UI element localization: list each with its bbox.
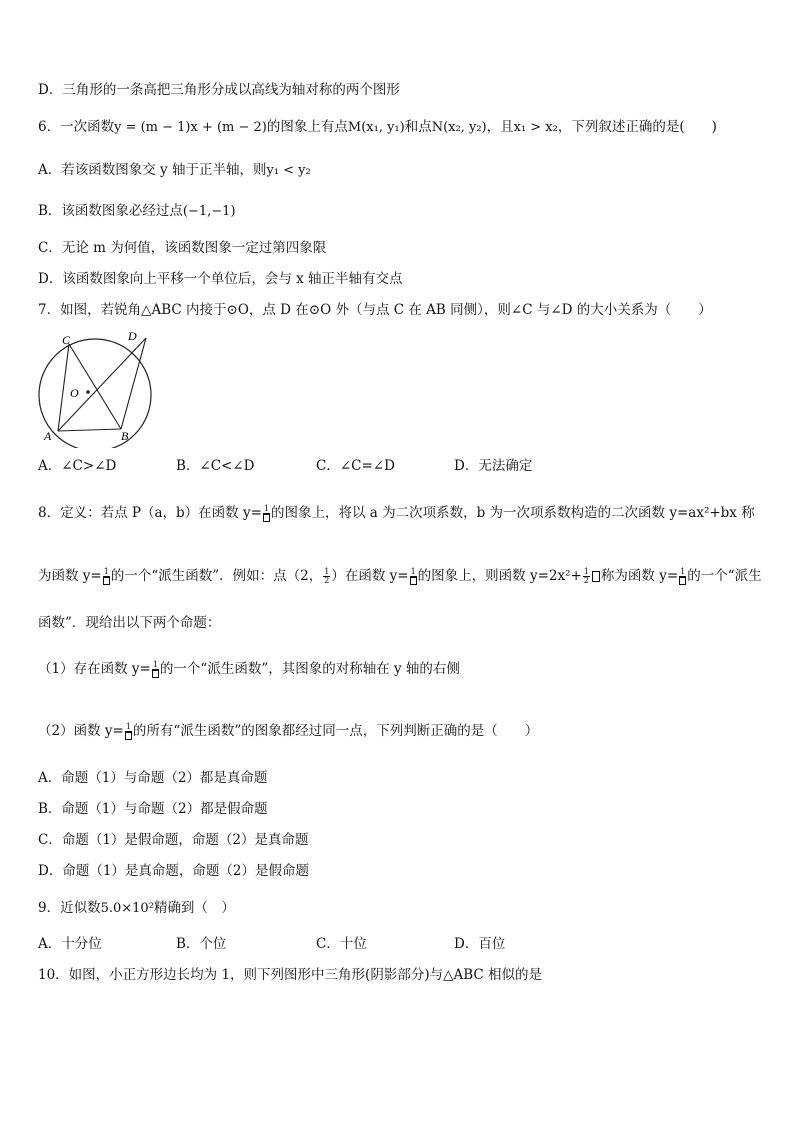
- q8-option-d-text: D．命题（1）是真命题，命题（2）是假命题: [38, 863, 310, 879]
- q8-text-2a: 为函数 y=: [38, 568, 102, 584]
- q8-p2-text-b: 的所有“派生函数”的图象都经过同一点，下列判断正确的是（ ）: [132, 723, 539, 739]
- q6-prefix: 6．一次函数: [38, 119, 115, 135]
- circle-triangle-figure: [36, 330, 152, 448]
- q6-option-a-math: y₁ < y₂: [266, 163, 311, 178]
- q8-proposition-1: [38, 659, 460, 679]
- q6-mid3: ，且: [486, 119, 514, 135]
- fraction-one-over-x: 1: [152, 661, 159, 678]
- q6-option-c: [38, 238, 326, 258]
- segment-ac: [58, 344, 69, 431]
- q6-mid2: 和点: [404, 119, 432, 135]
- circle-o: [39, 339, 151, 448]
- fraction-one-over-x: 1: [103, 568, 110, 585]
- option-d-text: D．三角形的一条高把三角形分成以高线为轴对称的两个图形: [38, 82, 400, 98]
- q7-option-d: D．无法确定: [454, 458, 533, 474]
- q6-point-n: N(x₂, y₂): [431, 120, 487, 135]
- question-10: [38, 965, 542, 985]
- q7-option-c: C．∠C=∠D: [316, 458, 395, 474]
- q8-option-b: [38, 799, 268, 819]
- fraction-one-over-x: 1: [125, 723, 132, 740]
- q6-condition: x₁ > x₂: [513, 120, 558, 135]
- q6-suffix: ，下列叙述正确的是( ): [557, 119, 717, 135]
- q6-option-c-text: C．无论 m 为何值，该函数图象一定过第四象限: [38, 240, 327, 256]
- fraction-one-over-x: 1: [679, 568, 686, 585]
- fraction-one-over-x: 1: [410, 568, 417, 585]
- q8-proposition-2: [38, 721, 538, 741]
- q8-option-d: [38, 861, 309, 881]
- fraction-one-half: $\frac{1}{2}$: [324, 567, 330, 585]
- q9-text-b: 精确到（ ）: [153, 900, 235, 916]
- question-7: [38, 300, 712, 320]
- q8-p1-text-b: 的一个“派生函数”，其图象的对称轴在 y 轴的右侧: [159, 661, 460, 677]
- q8-p1-text-a: （1）存在函数 y=: [38, 661, 151, 677]
- q6-option-a-text: A．若该函数图象交 y 轴于正半轴，则: [38, 162, 267, 178]
- q8-text-2c: ）在函数 y=: [331, 568, 409, 584]
- placeholder-box: [592, 571, 600, 582]
- option-line-d-q5: [38, 80, 400, 100]
- q9-option-a: A．十分位: [38, 936, 102, 952]
- center-point: [86, 390, 90, 394]
- q8-option-a-text: A．命题（1）与命题（2）都是真命题: [38, 770, 268, 786]
- segment-ab: [58, 429, 121, 431]
- q9-option-b: B．个位: [176, 936, 227, 952]
- q9-text-a: 9．近似数: [38, 900, 101, 916]
- question-8-line-2: [38, 566, 762, 586]
- question-6: [38, 117, 717, 138]
- fraction-one-half: $\frac{1}{2}$: [583, 567, 589, 585]
- q8-option-b-text: B．命题（1）与命题（2）都是假命题: [38, 801, 268, 817]
- label-c: C: [62, 333, 71, 347]
- q7-option-b: B．∠C<∠D: [176, 458, 255, 474]
- q6-option-d-text: D．该函数图象向上平移一个单位后，会与 x 轴正半轴有交点: [38, 271, 403, 287]
- q6-option-b-text: B．该函数图象必经过点: [38, 203, 183, 219]
- q6-option-d: [38, 269, 403, 289]
- label-b: B: [121, 429, 129, 443]
- q8-text-2e: 称为函数 y=: [600, 568, 679, 584]
- q8-option-c: [38, 830, 309, 850]
- label-o: O: [70, 386, 79, 400]
- question-9: [38, 898, 235, 919]
- q8-text-2b: 的一个“派生函数”．例如：点（2，: [110, 568, 323, 584]
- label-d: D: [128, 330, 137, 343]
- label-a: A: [44, 429, 52, 443]
- q8-text-2f: 的一个“派生: [687, 568, 762, 584]
- q6-option-b: [38, 201, 236, 222]
- q9-option-d: D．百位: [454, 936, 506, 952]
- q6-option-b-math: (−1,−1): [182, 204, 236, 219]
- q8-p2-text-a: （2）函数 y=: [38, 723, 124, 739]
- q8-text-3: 函数”．现给出以下两个命题：: [38, 615, 221, 631]
- q6-option-a: [38, 160, 311, 181]
- q6-function: y = (m − 1)x + (m − 2): [114, 120, 267, 135]
- fraction-one-over-x: 1: [263, 505, 270, 522]
- question-8-line-1: [38, 503, 755, 523]
- q9-option-c: C．十位: [316, 936, 367, 952]
- q10-text: 10．如图，小正方形边长均为 1，则下列图形中三角形(阴影部分)与△ABC 相似的是: [38, 967, 543, 983]
- q8-text-1b: 的图象上，将以 a 为二次项系数，b 为一次项系数构造的二次函数 y=ax²+bx 称: [270, 505, 755, 521]
- q6-point-m: M(x₁, y₁): [347, 120, 405, 135]
- q9-options: [38, 934, 505, 954]
- q7-options: [38, 456, 532, 476]
- q8-option-c-text: C．命题（1）是假命题，命题（2）是真命题: [38, 832, 309, 848]
- question-8-line-3: [38, 613, 220, 633]
- q6-mid1: 的图象上有点: [266, 119, 348, 135]
- q7-option-a: A．∠C>∠D: [38, 458, 117, 474]
- q8-text-2d: 的图象上，则函数 y=2x²+: [417, 568, 582, 584]
- q8-text-1a: 8．定义：若点 P（a，b）在函数 y=: [38, 505, 262, 521]
- q8-option-a: [38, 768, 267, 788]
- q9-math: 5.0×10²: [100, 901, 154, 916]
- q7-text: 7．如图，若锐角△ABC 内接于⊙O，点 D 在⊙O 外（与点 C 在 AB 同侧），则∠C 与∠D 的大小关系为（ ）: [38, 302, 712, 318]
